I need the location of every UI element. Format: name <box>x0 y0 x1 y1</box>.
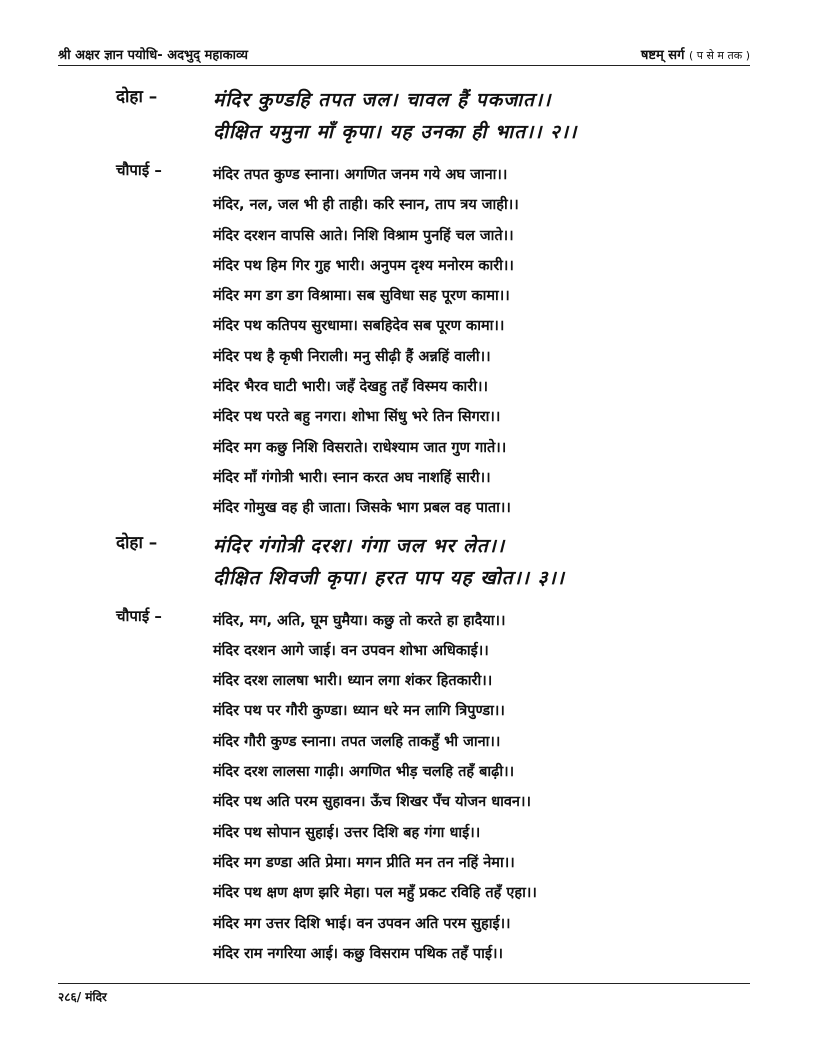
chaupai-line: मंदिर दरशन आगे जाई। वन उपवन शोभा अधिकाई।। <box>213 642 489 659</box>
chaupai-line: मंदिर पथ हिम गिर गुह भारी। अनुपम दृश्य मनोरम कारी।। <box>213 257 514 274</box>
chaupai-section <box>58 160 750 524</box>
chaupai-line: मंदिर मग कछु निशि विसराते। राधेश्याम जात गुण गाते।। <box>213 439 507 456</box>
chaupai-line: मंदिर पथ सोपान सुहाई। उत्तर दिशि बह गंगा धाई।। <box>213 824 481 841</box>
chaupai-line: मंदिर दरश लालषा भारी। ध्यान लगा शंकर हितकारी।। <box>213 673 493 690</box>
doha-label: दोहा – <box>116 87 158 107</box>
doha-label: दोहा – <box>116 532 158 553</box>
chaupai-line: मंदिर, नल, जल भी ही ताही। करि स्नान, ताप त्रय जाही।। <box>213 197 519 214</box>
chaupai-line: मंदिर, मग, अति, घूम घुमैया। कछु तो करते हा हादैया।। <box>213 612 506 629</box>
doha-line: मंदिर गंगोत्री दरश। गंगा जल भर लेत।। <box>213 534 506 557</box>
chaupai-line: मंदिर राम नगरिया आई। कछु विसराम पथिक तहँ पाई।। <box>213 945 504 962</box>
chaupai-line: मंदिर पथ अति परम सुहावन। ऊँच शिखर पँच योजन धावन।। <box>213 794 531 811</box>
doha-line: दीक्षित यमुना माँ कृपा। यह उनका ही भात।। २।। <box>213 121 578 143</box>
chaupai-line: मंदिर भैरव घाटी भारी। जहँ देखहु तहँ विस्मय कारी।। <box>213 379 488 396</box>
chaupai-line: मंदिर मग डग डग विश्रामा। सब सुविधा सह पूरण कामा।। <box>213 288 510 305</box>
chaupai-line: मंदिर गौरी कुण्ड स्नाना। तपत जलहि ताकहुँ भी जाना।। <box>213 733 501 750</box>
chaupai-line: मंदिर माँ गंगोत्री भारी। स्नान करत अघ नाशहिं सारी।। <box>213 469 491 486</box>
chaupai-line: मंदिर मग डण्डा अति प्रेमा। मगन प्रीति मन तन नहिं नेमा।। <box>213 854 515 871</box>
chaupai-line: मंदिर पथ पर गौरी कुण्डा। ध्यान धरे मन लागि त्रिपुण्डा।। <box>213 703 505 720</box>
page-number: २८६/ मंदिर <box>58 990 107 1004</box>
chaupai-line: मंदिर मग उत्तर दिशि भाई। वन उपवन अति परम सुहाई।। <box>213 915 511 932</box>
chaupai-line: मंदिर दरशन वापसि आते। निशि विश्राम पुनहिं चल जाते।। <box>213 227 514 244</box>
chaupai-section <box>58 606 750 970</box>
doha-section <box>58 84 750 148</box>
chaupai-line: मंदिर गोमुख वह ही जाता। जिसके भाग प्रबल वह पाता।। <box>213 500 511 517</box>
doha-line: मंदिर कुण्डहि तपत जल। चावल हैं पकजात।। <box>213 89 552 111</box>
chaupai-line: मंदिर पथ परते बहु नगरा। शोभा सिंधु भरे तिन सिगरा।। <box>213 409 501 426</box>
chaupai-line: मंदिर पथ क्षण क्षण झरि मेहा। पल महुँ प्रकट रविहि तहँ एहा।। <box>213 885 537 902</box>
chaupai-line: मंदिर पथ कतिपय सुरधामा। सबहिदेव सब पूरण कामा।। <box>213 318 505 335</box>
chaupai-label: चौपाई – <box>116 606 162 625</box>
doha-section <box>58 530 750 594</box>
chapter-title: षष्टम् सर्ग ( प से म तक ) <box>640 48 750 63</box>
page-footer <box>58 983 750 1005</box>
book-title: श्री अक्षर ज्ञान पयोधि- अदभुद् महाकाव्य <box>58 48 248 63</box>
chaupai-line: मंदिर पथ है कृषी निराली। मनु सीढ़ी हैं अन्नहिं वाली।। <box>213 348 491 365</box>
page-header <box>58 40 750 66</box>
chaupai-line: मंदिर दरश लालसा गाढ़ी। अगणित भीड़ चलहि तहँ बाढ़ी।। <box>213 764 515 781</box>
chaupai-label: चौपाई – <box>116 161 162 179</box>
doha-line: दीक्षित शिवजी कृपा। हरत पाप यह खोत।। ३।। <box>213 566 565 589</box>
poem-body <box>58 78 750 969</box>
chaupai-line: मंदिर तपत कुण्ड स्नाना। अगणित जनम गये अघ जाना।। <box>213 167 508 183</box>
